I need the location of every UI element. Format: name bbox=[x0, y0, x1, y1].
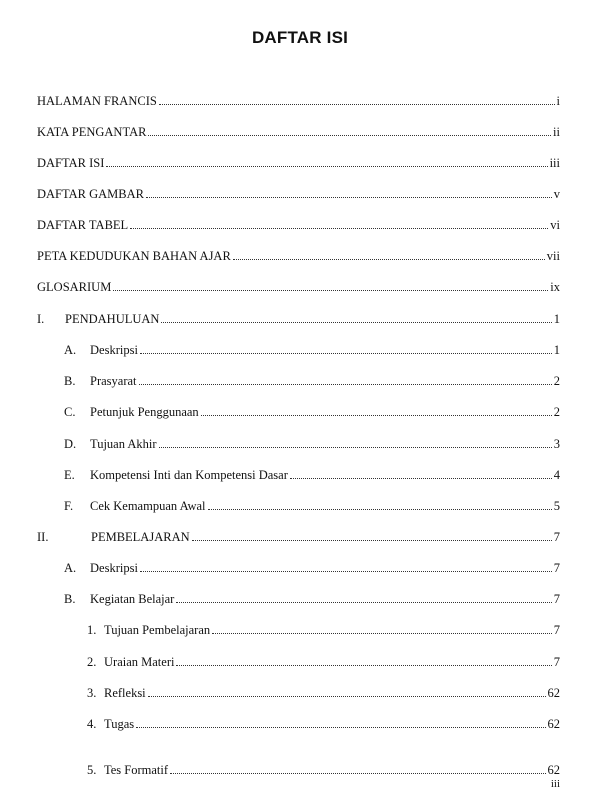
toc-leader-dots bbox=[159, 447, 552, 448]
toc-entry-number: II. bbox=[37, 530, 49, 544]
toc-entry[interactable] bbox=[37, 186, 560, 202]
toc-entry-title: Tujuan Pembelajaran bbox=[104, 623, 211, 637]
toc-entry-number: A. bbox=[64, 343, 77, 357]
toc-leader-dots bbox=[106, 166, 547, 167]
toc-entry-page: 7 bbox=[553, 530, 560, 544]
toc-entry-title: PEMBELAJARAN bbox=[91, 530, 190, 544]
toc-entry-label bbox=[37, 248, 231, 264]
toc-leader-dots bbox=[130, 228, 548, 229]
toc-leader-dots bbox=[148, 135, 551, 136]
toc-leader-dots bbox=[161, 322, 551, 323]
toc-entry[interactable] bbox=[87, 622, 560, 638]
toc-leader-dots bbox=[159, 104, 555, 105]
toc-entry-page: 7 bbox=[553, 623, 560, 637]
toc-entry-title: GLOSARIUM bbox=[37, 280, 112, 294]
toc-leader-dots bbox=[176, 602, 551, 603]
toc-entry-title: DAFTAR ISI bbox=[37, 156, 105, 170]
toc-entry-label bbox=[37, 186, 144, 202]
toc-leader-dots bbox=[170, 773, 545, 774]
toc-entry-label bbox=[87, 622, 210, 638]
toc-leader-dots bbox=[192, 540, 552, 541]
toc-entry-title: Kompetensi Inti dan Kompetensi Dasar bbox=[90, 468, 288, 482]
toc-entry-page: ii bbox=[553, 125, 560, 139]
toc-entry-label bbox=[37, 279, 111, 295]
toc-leader-dots bbox=[136, 727, 545, 728]
toc-entry-page: 62 bbox=[547, 763, 560, 777]
toc-entry-page: 5 bbox=[553, 499, 560, 513]
toc-entry-title: DAFTAR TABEL bbox=[37, 218, 129, 232]
toc-entry-label bbox=[64, 342, 138, 358]
toc-entry-title: DAFTAR GAMBAR bbox=[37, 187, 145, 201]
toc-entry-label bbox=[64, 404, 199, 420]
toc-entry[interactable] bbox=[37, 217, 560, 233]
toc-entry-page: 7 bbox=[553, 592, 560, 606]
toc-entry-page: 7 bbox=[553, 561, 560, 575]
toc-entry-label bbox=[37, 311, 159, 327]
toc-entry[interactable] bbox=[64, 436, 560, 452]
toc-entry[interactable] bbox=[37, 248, 560, 264]
toc-entry-title: KATA PENGANTAR bbox=[37, 125, 147, 139]
toc-entry[interactable] bbox=[37, 93, 560, 109]
toc-entry-number: B. bbox=[64, 374, 76, 388]
toc-entry-title: Tugas bbox=[104, 717, 135, 731]
toc-leader-dots bbox=[140, 571, 552, 572]
toc-entry-label bbox=[87, 654, 174, 670]
toc-entry-page: i bbox=[556, 94, 560, 108]
toc-entry-title: Deskripsi bbox=[90, 343, 138, 357]
toc-entry-page: 7 bbox=[553, 655, 560, 669]
toc-entry-title: Uraian Materi bbox=[104, 655, 175, 669]
toc-entry-page: iii bbox=[549, 156, 560, 170]
toc-entry-page: 2 bbox=[553, 374, 560, 388]
toc-entry-title: Cek Kemampuan Awal bbox=[90, 499, 206, 513]
toc-entry-title: PETA KEDUDUKAN BAHAN AJAR bbox=[37, 249, 231, 263]
toc-entry-label bbox=[37, 93, 157, 109]
toc-entry-title: Deskripsi bbox=[90, 561, 138, 575]
toc-entry-page: vi bbox=[550, 218, 560, 232]
toc-entry-number: 2. bbox=[87, 655, 97, 669]
toc-entry[interactable] bbox=[87, 762, 560, 778]
toc-entry-label bbox=[64, 373, 137, 389]
toc-entry-label bbox=[64, 591, 174, 607]
toc-entry-page: v bbox=[553, 187, 560, 201]
toc-entry-number: F. bbox=[64, 499, 74, 513]
toc-entry-number: 5. bbox=[87, 763, 97, 777]
toc-entry-page: 1 bbox=[553, 312, 560, 326]
toc-entry-title: Tujuan Akhir bbox=[90, 437, 157, 451]
toc-leader-dots bbox=[148, 696, 546, 697]
toc-entry-title: Kegiatan Belajar bbox=[90, 592, 175, 606]
toc-entry-label bbox=[64, 436, 157, 452]
toc-entry[interactable] bbox=[64, 373, 560, 389]
toc-entry[interactable] bbox=[37, 311, 560, 327]
toc-entry-number: A. bbox=[64, 561, 77, 575]
toc-entry-title: HALAMAN FRANCIS bbox=[37, 94, 157, 108]
toc-entry-label bbox=[37, 529, 190, 545]
toc-entry-page: 3 bbox=[553, 437, 560, 451]
toc-entry-title: Tes Formatif bbox=[104, 763, 169, 777]
toc-entry[interactable] bbox=[37, 279, 560, 295]
toc-leader-dots bbox=[146, 197, 552, 198]
toc-entry-number: D. bbox=[64, 437, 77, 451]
toc-entry-page: 62 bbox=[547, 717, 560, 731]
toc-entry-title: Refleksi bbox=[104, 686, 146, 700]
toc-entry-label bbox=[64, 560, 138, 576]
toc-entry-page: 2 bbox=[553, 405, 560, 419]
toc-entry-title: Prasyarat bbox=[90, 374, 137, 388]
toc-entry[interactable] bbox=[64, 467, 560, 483]
toc-leader-dots bbox=[176, 665, 551, 666]
toc-entry[interactable] bbox=[87, 685, 560, 701]
toc-entry-number: E. bbox=[64, 468, 75, 482]
toc-entry-number: 1. bbox=[87, 623, 97, 637]
toc-entry-label bbox=[87, 716, 134, 732]
toc-entry[interactable] bbox=[64, 498, 560, 514]
toc-entry-page: ix bbox=[550, 280, 560, 294]
toc-entry-number: I. bbox=[37, 312, 45, 326]
toc-entry-page: 1 bbox=[553, 343, 560, 357]
toc-entry[interactable] bbox=[64, 404, 560, 420]
toc-entry-label bbox=[87, 685, 146, 701]
toc-entry-label bbox=[64, 498, 206, 514]
toc-leader-dots bbox=[113, 290, 548, 291]
toc-entry-label bbox=[37, 217, 128, 233]
toc-entry-title: PENDAHULUAN bbox=[65, 312, 160, 326]
toc-leader-dots bbox=[201, 415, 552, 416]
toc-entry-number: C. bbox=[64, 405, 76, 419]
toc-leader-dots bbox=[233, 259, 545, 260]
toc-leader-dots bbox=[208, 509, 552, 510]
toc-entry[interactable] bbox=[64, 560, 560, 576]
page-title: DAFTAR ISI bbox=[251, 28, 349, 47]
toc-entry-label bbox=[64, 467, 288, 483]
toc-entry-label bbox=[87, 762, 168, 778]
toc-entry[interactable] bbox=[37, 155, 560, 171]
toc-entry-label bbox=[37, 124, 146, 140]
toc-entry[interactable] bbox=[87, 716, 560, 732]
toc-entry-number: 4. bbox=[87, 717, 97, 731]
toc-entry[interactable] bbox=[64, 591, 560, 607]
page-number: iii bbox=[550, 778, 560, 790]
toc-entry-page: 4 bbox=[553, 468, 560, 482]
toc-entry-page: vii bbox=[546, 249, 560, 263]
toc-leader-dots bbox=[290, 478, 552, 479]
toc-entry[interactable] bbox=[37, 529, 560, 545]
toc-leader-dots bbox=[212, 633, 552, 634]
toc-entry-number: 3. bbox=[87, 686, 97, 700]
toc-entry[interactable] bbox=[64, 342, 560, 358]
toc-entry[interactable] bbox=[37, 124, 560, 140]
toc-entry[interactable] bbox=[87, 654, 560, 670]
toc-entry-label bbox=[37, 155, 104, 171]
toc-entry-page: 62 bbox=[547, 686, 560, 700]
toc-leader-dots bbox=[139, 384, 552, 385]
toc-entry-title: Petunjuk Penggunaan bbox=[90, 405, 199, 419]
toc-entry-number: B. bbox=[64, 592, 76, 606]
toc-leader-dots bbox=[140, 353, 552, 354]
